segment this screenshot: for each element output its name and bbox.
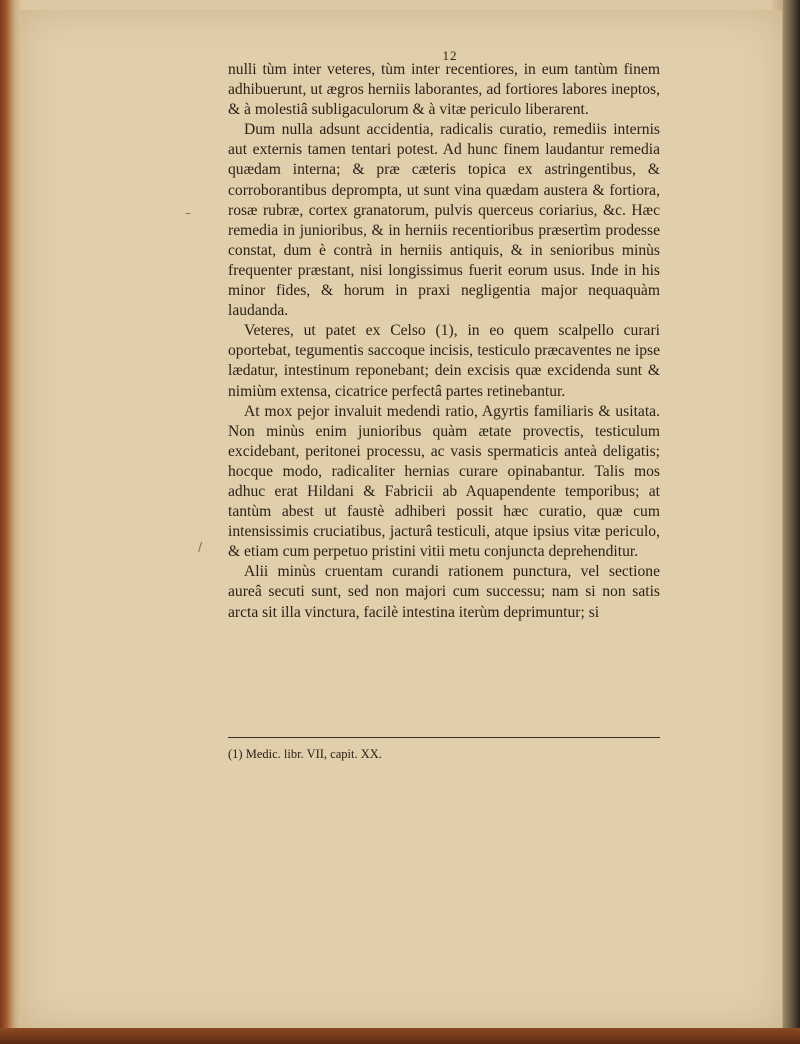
body-text	[228, 60, 660, 623]
paragraph: nulli tùm inter veteres, tùm inter recentiores, in eum tantùm finem adhibuerunt, ut ægros herniis laborantes, ad fortiores labores ineptos, & à molestiâ subligaculorum & à vitæ periculo liberarent.	[228, 61, 660, 119]
footnote-rule	[228, 737, 660, 738]
page-right-edge	[783, 0, 800, 1044]
margin-mark: –	[185, 206, 191, 220]
footnote: (1) Medic. libr. VII, capit. XX.	[228, 747, 382, 761]
margin-mark: /	[198, 540, 203, 554]
paragraph: Alii minùs cruentam curandi rationem punctura, vel sectione aureâ secuti sunt, sed non majori cum successu; nam si non satis arcta sit illa vinctura, facilè intestina iterùm deprimuntur; si	[228, 563, 660, 621]
paragraph: Dum nulla adsunt accidentia, radicalis curatio, remediis internis aut externis tamen tentari potest. Ad hunc finem laudantur remedia quædam interna; & præ cæteris topica ex astringentibus, & corroborantibus deprompta, ut sunt vina quædam austera & fortiora, rosæ rubræ, cortex granatorum, pulvis querceus coriarius, &c. Hæc remedia in junioribus, & in herniis recentioribus præsertìm prodesse constat, dum è contrà in herniis antiquis, & in senioribus minùs frequenter præstant, nisi longissimus fuerit eorum usus. Inde in his minor fides, & horum in praxi negligentia major nequaquàm laudanda.	[228, 121, 660, 320]
paragraph: At mox pejor invaluit medendi ratio, Agyrtis familiaris & usitata. Non minùs enim junioribus quàm ætate provectis, testiculum excidebant, peritonei processu, ac vasis spermaticis anteà deligatis; hocque modo, radicaliter hernias curare opinabantur. Talis mos adhuc erat Hildani & Fabricii ab Aquapendente temporibus; at tantùm abest ut faustè adhiberi possit hæc curatio, quæ cum intensissimis cruciatibus, jacturâ testiculi, atque ipsius vitæ periculo, & etiam cum perpetuo pristini vitii metu conjuncta deprehenditur.	[228, 402, 660, 561]
page-bottom-edge	[0, 1028, 800, 1044]
paragraph: Veteres, ut patet ex Celso (1), in eo quem scalpello curari oportebat, tegumentis saccoque incisis, testiculo præcaventes ne ipse lædatur, intestinum reponebant; dein excisis quæ excidenda sunt & nimiùm extensa, cicatrice perfectâ partes retinebantur.	[228, 322, 660, 400]
page-number: 12	[442, 48, 458, 63]
